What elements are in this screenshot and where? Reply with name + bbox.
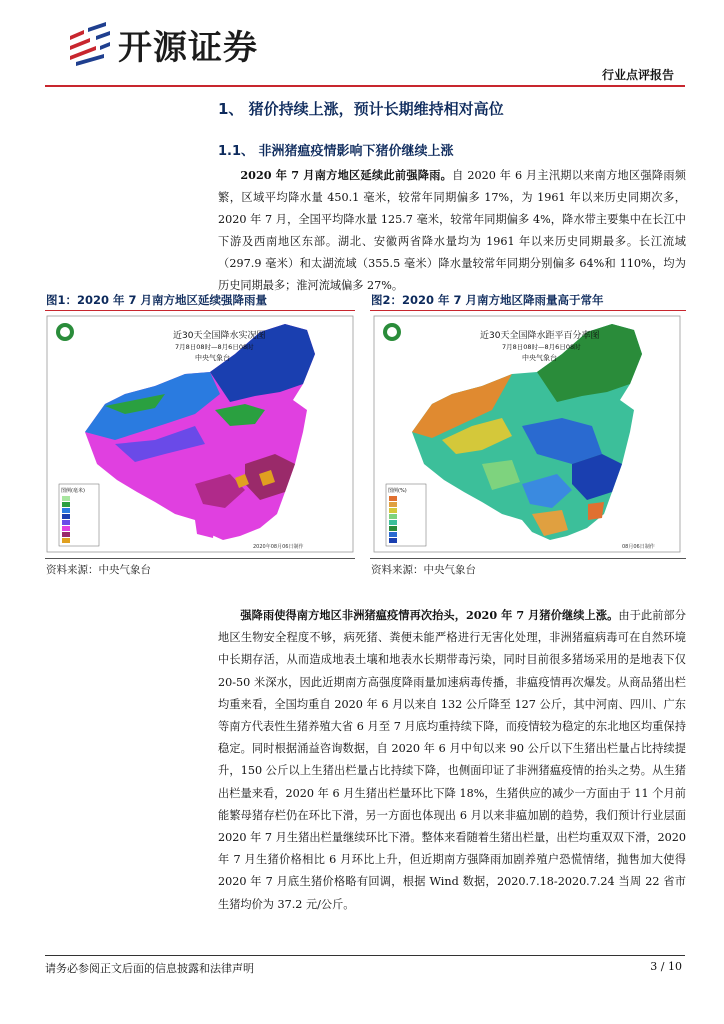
company-name: 开源证券	[118, 27, 258, 68]
paragraph-body: 自 2020 年 6 月主汛期以来南方地区强降雨频繁，区域平均降水量 450.1 毫米，较常年同期偏多 17%，为 1961 年以来历史同期次多，2020 年 7 月，全国平均降水量 125.7 毫米，较常年同期偏多 4%，降水带主要集中在长江中下游及西南地区东部。湖北、安徽两省降水量均为 1961 年以来历史同期最多。长江流域（297.9 毫米）和太湖流域（355.5 毫米）降水量较常年同期分别偏多 64%和 110%，均为历史同期最多；淮河流域偏多 27%。	[218, 169, 686, 292]
map-1-date: 7月8日08时—8月6日08时	[175, 343, 254, 351]
footer-disclaimer: 请务必参阅正文后面的信息披露和法律声明	[45, 962, 254, 975]
figure-1-source: 资料来源：中央气象台	[46, 564, 151, 576]
map-1-legend-title: 图例(毫米)	[61, 488, 85, 494]
header-divider	[45, 85, 685, 87]
figure-1-title: 图1：2020 年 7 月南方地区延续强降雨量	[46, 293, 268, 307]
figure-2-anomaly-map	[372, 314, 682, 554]
map-1-org: 中央气象台	[195, 354, 230, 362]
figure-2-divider	[370, 310, 686, 311]
paragraph-body: 由于此前部分地区生物安全程度不够，病死猪、粪便未能严格进行无害化处理，非洲猪瘟病毒可在自然环境中长期存活，从而造成地表土壤和地表水长期带毒污染，同时目前很多猪场采用的是地表下仅 20-50 米深水，因此近期南方高强度降雨量加速病毒传播，非瘟疫情再次爆发。从商品猪出栏均重来看，全国均重自 2020 年 6 月以来自 132 公斤降至 127 公斤，其中河南、四川、广东等南方代表性生猪养殖大省 6 月至 7 月底均重持续下降，而疫情较为稳定的东北地区均重保持稳定。同时根据涌益咨询数据，自 2020 年 6 月中旬以来 90 公斤以下生猪出栏量占比持续提升，150 公斤以上生猪出栏量占比持续下降，也侧面印证了非洲猪瘟疫情的抬头之势。从生猪出栏量来看，2020 年 6 月生猪出栏量环比下降 18%，生猪供应的减少一方面由于 11 个月前能繁母猪存栏仍在环比下滑，另一方面也体现出 6 月以来非瘟加剧的趋势，我们预计行业层面 2020 年 7 月生猪出栏量继续环比下滑。整体来看随着生猪出栏量，出栏均重双双下滑，2020 年 7 月生猪价格相比 6 月环比上升，但近期南方强降雨加剧养殖户恐慌情绪，抛售加大使得 2020 年 7 月底生猪价格略有回调，根据 Wind 数据，2020.7.18-2020.7.24 当周 22 省市生猪均价为 37.2 元/公斤。	[218, 609, 686, 911]
paragraph-swine-fever	[218, 604, 686, 916]
figure-2-bottom-rule	[370, 558, 686, 559]
paragraph-lead: 2020 年 7 月南方地区延续此前强降雨。	[240, 168, 453, 182]
company-logo	[66, 22, 306, 66]
figure-1-bottom-rule	[45, 558, 355, 559]
page-number: 3 / 10	[650, 960, 682, 973]
subsection-heading: 1.1、 非洲猪瘟疫情影响下猪价继续上涨	[218, 144, 454, 159]
paragraph-rainfall	[218, 164, 686, 297]
map-1-footer: 2020年08月06日制作	[253, 544, 304, 550]
report-type-label: 行业点评报告	[601, 68, 674, 82]
figure-1-divider	[45, 310, 355, 311]
map-2-date: 7月8日08时—8月6日08时	[502, 343, 581, 351]
page-header	[0, 0, 724, 90]
figure-2-source: 资料来源：中央气象台	[371, 564, 476, 576]
map-1-title: 近30天全国降水实况图	[173, 331, 266, 341]
map-2-footer: 08月06日制作	[622, 544, 655, 550]
logo-mark-icon	[66, 22, 112, 66]
figure-1-precipitation-map	[45, 314, 355, 554]
section-heading: 1、 猪价持续上涨，预计长期维持相对高位	[218, 100, 504, 118]
figure-2-title: 图2：2020 年 7 月南方地区降雨量高于常年	[371, 293, 604, 307]
paragraph-lead: 强降雨使得南方地区非洲猪瘟疫情再次抬头，2020 年 7 月猪价继续上涨。	[240, 608, 619, 622]
map-2-org: 中央气象台	[522, 354, 557, 362]
footer-divider	[45, 955, 685, 956]
map-2-title: 近30天全国降水距平百分率图	[480, 331, 600, 341]
map-2-legend-title: 图例(%)	[388, 488, 407, 494]
